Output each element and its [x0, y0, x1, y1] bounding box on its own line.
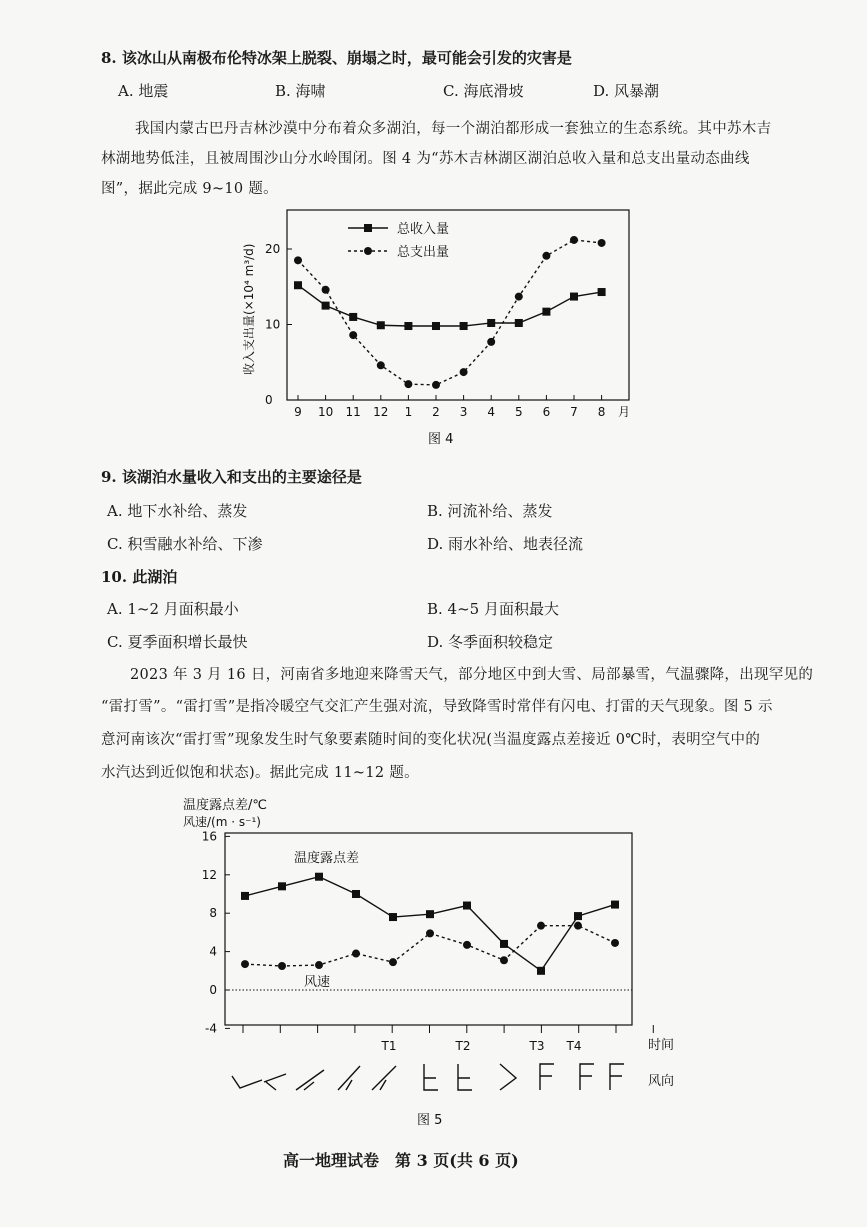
q9-option-c: C. 积雪融水补给、下渗: [107, 535, 263, 553]
fig4-xtick-label: 6: [542, 405, 551, 419]
q10-option-c: C. 夏季面积增长最快: [107, 633, 248, 651]
wind-barb-icon: [500, 1064, 516, 1090]
fig5-wind-point: [352, 950, 360, 958]
intro2-line-4: 水汽达到近似饱和状态)。据此完成 11~12 题。: [101, 765, 419, 781]
wind-barb-icon: [232, 1076, 262, 1088]
fig5-wind-point: [278, 962, 286, 970]
fig4-xtick-label: 4: [487, 405, 496, 419]
wind-barb-icon: [458, 1064, 472, 1090]
q8-option-a: A. 地震: [118, 82, 169, 100]
q10-option-d: D. 冬季面积较稳定: [427, 633, 554, 651]
q8-option-d: D. 风暴潮: [593, 82, 660, 100]
wind-barb-icon: [424, 1064, 438, 1090]
fig5-wind-label: 风速: [304, 975, 331, 990]
fig5-dewpoint-point: [315, 873, 323, 881]
fig4-xtick-label: 10: [317, 405, 334, 419]
fig5-dewpoint-point: [537, 967, 545, 975]
fig5-ytick-label: -4: [205, 1021, 217, 1036]
fig4-legend-income-label: 总收入量: [397, 222, 450, 237]
fig4-ylabel: 收入支出量(×10⁴ m³/d): [242, 243, 256, 375]
fig5-wind-point: [315, 961, 323, 969]
fig5-wind-point: [463, 941, 471, 949]
fig5-dewpoint-point: [389, 913, 397, 921]
fig4-caption: 图 4: [428, 432, 454, 447]
fig4-xtick-label: 3: [459, 405, 468, 419]
fig4-xtick-label: 12: [373, 405, 389, 419]
wind-direction-barbs: [232, 1064, 624, 1090]
fig5-ytick-label: 4: [209, 944, 217, 959]
fig5-ytick-label: 0: [209, 983, 217, 997]
fig5-wind-point: [426, 929, 434, 937]
q10-option-a: A. 1~2 月面积最小: [107, 600, 239, 618]
fig5-wind-point: [241, 960, 249, 968]
fig5-dewpoint-point: [463, 902, 471, 910]
fig5-xtick-label: T4: [566, 1039, 582, 1053]
fig4-xtick-label: 1: [404, 405, 413, 419]
intro2-line-3: 意河南该次“雷打雪”现象发生时气象要素随时间的变化状况(当温度露点差接近 0℃时，表明空气中的: [101, 732, 761, 748]
fig5-series-line-0: [245, 877, 615, 971]
fig5-dewpoint-label: 温度露点差: [294, 851, 360, 866]
fig5-ylabel-1: 温度露点差/℃: [183, 798, 267, 813]
wind-barb-icon: [264, 1074, 286, 1090]
fig4-x-unit: 月: [618, 405, 631, 419]
wind-barb-icon: [540, 1064, 554, 1090]
fig5-xtick-label: T1: [381, 1039, 397, 1053]
fig4-xtick-label: 11: [345, 405, 361, 419]
q9-option-a: A. 地下水补给、蒸发: [107, 502, 248, 520]
fig4-xtick-label: 9: [294, 405, 302, 419]
fig5-ytick-label: 12: [201, 867, 217, 882]
fig5-wind-point: [500, 956, 508, 964]
wind-barb-icon: [580, 1064, 594, 1090]
fig4-legend-expense-label: 总支出量: [397, 245, 450, 260]
q10-option-b: B. 4~5 月面积最大: [427, 600, 559, 618]
fig5-dewpoint-point: [426, 910, 434, 918]
wind-barb-icon: [296, 1070, 324, 1090]
q9-option-d: D. 雨水补给、地表径流: [427, 535, 584, 553]
q10-stem: 10. 此湖泊: [101, 568, 178, 586]
fig4-xtick-label: 8: [597, 405, 606, 419]
fig5-plot-frame: [225, 833, 632, 1025]
fig5-ytick-label: 16: [201, 829, 217, 844]
fig5-wind-dir-label: 风向: [648, 1074, 675, 1089]
fig5-ylabel-2: 风速/(m · s⁻¹): [183, 815, 261, 829]
fig5-wind-point: [574, 922, 582, 930]
fig4-xtick-label: 7: [570, 405, 578, 419]
fig5-dewpoint-point: [500, 940, 508, 948]
fig5-dewpoint-point: [241, 892, 249, 900]
q8-option-c: C. 海底滑坡: [443, 82, 524, 100]
intro1-line-2: 林湖地势低洼，且被周围沙山分水岭围闭。图 4 为“苏木吉林湖区湖泊总收入量和总支出量动态曲线: [101, 151, 750, 167]
intro2-line-1: 2023 年 3 月 16 日，河南省多地迎来降雪天气，部分地区中到大雪、局部暴雪，气温骤降，出现罕见的: [130, 667, 814, 683]
fig5-dewpoint-point: [574, 912, 582, 920]
fig4-ytick-label: 20: [265, 242, 281, 256]
q8-stem: 8. 该冰山从南极布伦特冰架上脱裂、崩塌之时，最可能会引发的灾害是: [101, 49, 572, 67]
fig4-xtick-label: 2: [432, 405, 440, 419]
wind-barb-icon: [338, 1066, 360, 1090]
fig5-x-label: 时间: [648, 1038, 675, 1053]
intro1-line-1: 我国内蒙古巴丹吉林沙漠中分布着众多湖泊，每一个湖泊都形成一套独立的生态系统。其中苏木吉: [135, 121, 772, 137]
wind-barb-icon: [372, 1066, 396, 1090]
fig4-xtick-label: 5: [514, 405, 523, 419]
fig5-dewpoint-point: [611, 901, 619, 909]
wind-barb-icon: [610, 1064, 624, 1090]
fig5-ytick-label: 8: [209, 906, 217, 921]
fig5-wind-point: [611, 939, 619, 947]
q9-stem: 9. 该湖泊水量收入和支出的主要途径是: [101, 468, 362, 486]
fig5-dewpoint-point: [278, 882, 286, 890]
intro1-line-3: 图”，据此完成 9~10 题。: [101, 181, 278, 197]
page-footer: 高一地理试卷 第 3 页(共 6 页): [283, 1151, 519, 1170]
q9-option-b: B. 河流补给、蒸发: [427, 502, 553, 520]
fig5-wind-point: [389, 958, 397, 966]
intro2-line-2: “雷打雪”。“雷打雪”是指冷暖空气交汇产生强对流，导致降雪时常伴有闪电、打雷的天气现象。图 5 示: [101, 699, 773, 715]
q8-option-b: B. 海啸: [275, 82, 326, 100]
fig5-caption: 图 5: [417, 1113, 443, 1128]
fig5-xtick-label: T3: [529, 1039, 545, 1053]
fig4-ytick-label: 10: [265, 317, 281, 332]
fig5-wind-point: [537, 922, 545, 930]
fig4-ytick-label: 0: [265, 393, 273, 407]
fig5-dewpoint-point: [352, 890, 360, 898]
fig5-xtick-label: T2: [455, 1039, 471, 1053]
